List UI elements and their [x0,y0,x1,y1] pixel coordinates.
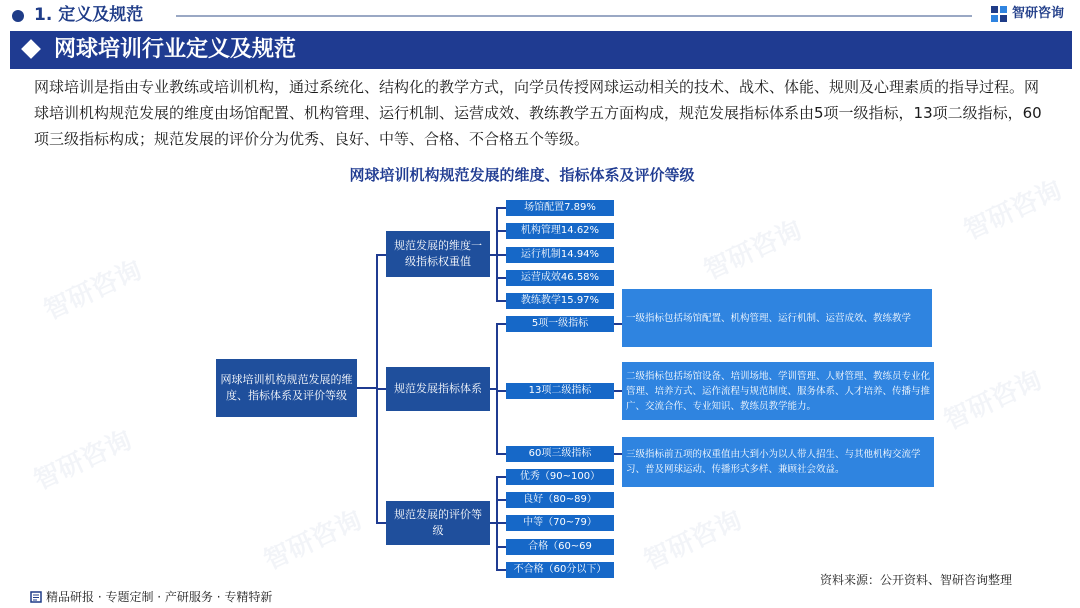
connector-line [496,476,506,478]
connector-line [496,390,506,392]
connector-line [496,522,506,524]
section-bullet-icon [12,10,24,22]
indicator-description [622,289,932,347]
diamond-icon [21,39,41,59]
connector-line [496,300,506,302]
connector-line [496,453,506,455]
indicator-level-item: 5项一级指标 [506,316,614,332]
watermark: 智研咨询 [699,215,807,287]
connector-line [496,323,498,454]
connector-line [496,207,506,209]
rating-item: 合格（60~69 [506,539,614,555]
watermark: 智研咨询 [639,505,747,577]
section-title: 1. 定义及规范 [34,5,144,25]
indicator-description [622,437,934,487]
header-divider [176,15,972,17]
indicator-description-text: 三级指标前五项的权重值由大到小为以人带人招生、与其他机构交流学习、普及网球运动、传播形式多样、兼顾社会效益。 [626,449,921,475]
branch-indicator-system-node: 规范发展指标体系 [386,367,490,411]
report-icon [30,591,42,603]
watermark: 智研咨询 [959,175,1067,247]
connector-line [357,387,377,389]
connector-line [496,323,506,325]
branch-rating-node: 规范发展的评价等级 [386,501,490,545]
brand-logo [990,5,1064,23]
weight-item: 运营成效46.58% [506,270,614,286]
watermark: 智研咨询 [29,425,137,497]
indicator-description [622,362,934,420]
diagram-title: 网球培训机构规范发展的维度、指标体系及评价等级 [349,166,695,184]
rating-item: 不合格（60分以下） [506,562,614,578]
weight-item: 运行机制14.94% [506,247,614,263]
source-note: 资料来源：公开资料、智研咨询整理 [820,573,1013,587]
footer-services-text: 精品研报 · 专题定制 · 产研服务 · 专精特新 [46,590,273,604]
weight-item: 机构管理14.62% [506,223,614,239]
indicator-level-item: 13项二级指标 [506,383,614,399]
brand-name: 智研咨询 [1012,6,1065,21]
intro-paragraph: 网球培训是指由专业教练或培训机构，通过系统化、结构化的教学方式，向学员传授网球运动相关的技术、战术、体能、规则及心理素质的指导过程。网球培训机构规范发展的维度由场馆配置、机构管理、运行机制、运营成效、教练教学五方面构成，规范发展指标体系由5项一级指标，13项二级指标，60项三级指标构成；规范发展的评价分为优秀、良好、中等、合格、不合格五个等级。 [34,78,1042,148]
branch-weight-node: 规范发展的维度一级指标权重值 [386,231,490,277]
rating-item: 优秀（90~100） [506,469,614,485]
connector-line [614,390,622,392]
rating-item: 中等（70~79） [506,515,614,531]
connector-line [614,453,622,455]
watermark: 智研咨询 [39,255,147,327]
rating-item: 良好（80~89） [506,492,614,508]
brand-logo-icon [990,5,1008,23]
connector-line [496,546,506,548]
indicator-description-text: 一级指标包括场馆配置、机构管理、运行机制、运营成效、教练教学 [626,312,912,324]
connector-line [496,277,506,279]
indicator-level-item: 60项三级指标 [506,446,614,462]
page-title-bar [10,31,1072,69]
connector-line [496,499,506,501]
connector-line [376,254,386,256]
connector-line [496,569,506,571]
watermark: 智研咨询 [259,505,367,577]
connector-line [614,323,622,325]
connector-line [376,522,386,524]
watermark: 智研咨询 [939,365,1047,437]
connector-line [496,254,506,256]
indicator-description-text: 二级指标包括场馆设备、培训场地、学训管理、人财管理、教练员专业化管理、培养方式、运作流程与规范制度、服务体系、人才培养、传播与推广、交流合作、专业知识、教练员教学能力。 [626,370,931,412]
weight-item: 场馆配置7.89% [506,200,614,216]
connector-line [496,230,506,232]
weight-item: 教练教学15.97% [506,293,614,309]
footer-services [30,589,272,605]
page-title: 网球培训行业定义及规范 [54,37,297,62]
diagram-root-node: 网球培训机构规范发展的维度、指标体系及评价等级 [216,359,357,417]
connector-line [376,388,386,390]
